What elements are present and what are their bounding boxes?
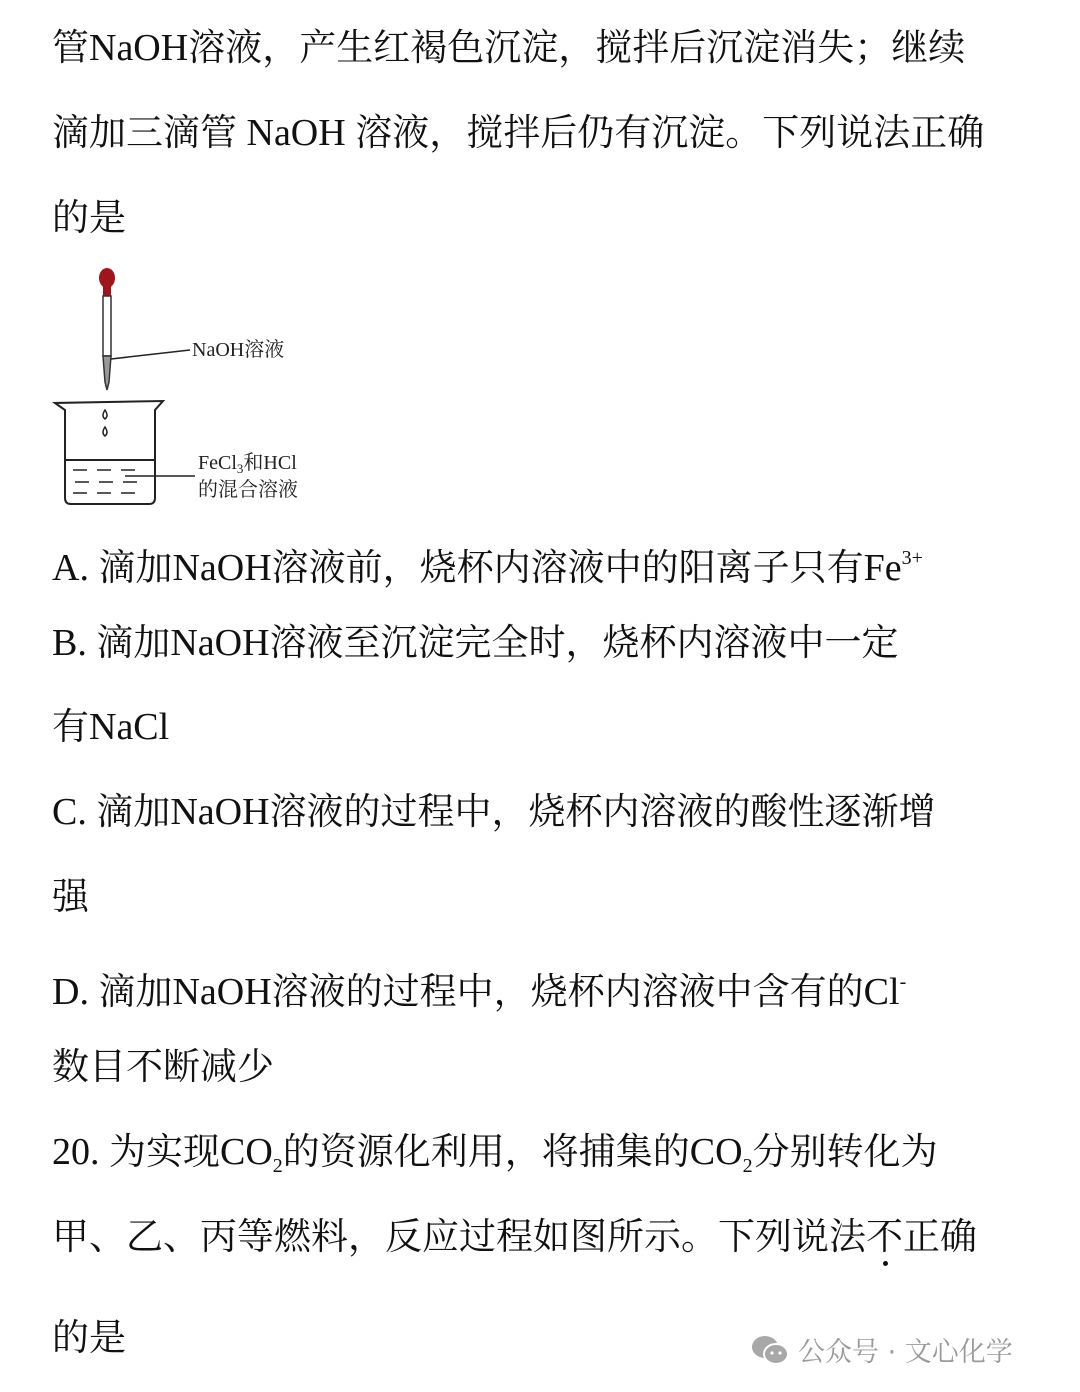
text-segment: NaOH (172, 547, 272, 589)
text-segment: Fe (863, 547, 902, 589)
text-segment: 数目不断减少 (52, 1045, 274, 1088)
text-segment: 2 (272, 1155, 283, 1177)
text-segment: . (77, 622, 97, 664)
text-line (52, 1043, 274, 1091)
text-segment: 分别转化为 (752, 1130, 938, 1173)
beaker-icon (55, 401, 163, 504)
experiment-diagram (45, 262, 335, 512)
text-segment: D (52, 971, 80, 1013)
text-segment: 溶液，产生红褐色沉淀，搅拌后沉淀消失；继续 (188, 26, 966, 69)
text-segment: NaOH (170, 622, 270, 664)
text-line (52, 109, 984, 157)
text-segment: 3+ (901, 547, 923, 569)
text-segment: 滴加 (96, 621, 171, 664)
text-segment: 溶液的过程中，烧杯内溶液中含有的 (271, 970, 864, 1013)
text-line (52, 703, 169, 751)
text-segment: 为实现 (109, 1130, 220, 1173)
text-segment: 正确 (903, 1215, 977, 1258)
text-segment: NaOH (170, 791, 270, 833)
text-segment: 甲、乙、丙等燃料，反应过程如图所示。下列说法 (52, 1215, 866, 1258)
dropper-label: NaOH溶液 (192, 339, 285, 361)
text-line (52, 788, 936, 836)
text-segment: C (52, 791, 78, 833)
text-segment: NaOH (172, 971, 272, 1013)
text-line (52, 534, 923, 592)
text-segment: 溶液的过程中，烧杯内溶液的酸性逐渐增 (269, 790, 936, 833)
text-segment: 溶液，搅拌后仍有沉淀。下列说法正确 (355, 111, 985, 154)
watermark-text: 公众号 · 文心化学 (798, 1337, 1013, 1368)
text-line (52, 194, 126, 242)
text-segment: 强 (52, 875, 89, 918)
text-segment: 滴加三滴管 (52, 111, 237, 154)
text-segment: NaCl (89, 706, 170, 748)
text-segment: . (79, 971, 99, 1013)
text-segment: Cl (863, 971, 900, 1013)
text-segment: CO (689, 1131, 743, 1173)
text-segment: 溶液前，烧杯内溶液中的阳离子只有 (271, 546, 864, 589)
text-line (52, 24, 965, 72)
text-segment: 滴加 (98, 546, 173, 589)
text-segment: - (899, 971, 907, 993)
text-segment: 的资源化利用，将捕集的 (282, 1130, 690, 1173)
text-segment: 不 (866, 1215, 903, 1258)
text-segment: 管 (52, 26, 89, 69)
text-segment: 20. (52, 1131, 109, 1173)
text-line (52, 873, 89, 921)
text-segment: B (52, 622, 78, 664)
text-segment: 的是 (52, 196, 126, 239)
text-segment: 滴加 (96, 790, 171, 833)
text-segment: A (52, 547, 80, 589)
beaker-label-line2: 的混合溶液 (198, 479, 298, 501)
wechat-icon (750, 1334, 790, 1366)
text-segment: 溶液至沉淀完全时，烧杯内溶液中一定 (269, 621, 899, 664)
text-segment: 的是 (52, 1316, 126, 1359)
text-segment: NaOH (237, 112, 356, 154)
text-segment: 有 (52, 705, 89, 748)
text-line (52, 1213, 977, 1261)
text-line (52, 958, 906, 1016)
text-line (52, 1128, 938, 1190)
text-line (52, 1314, 126, 1362)
text-segment: . (77, 791, 97, 833)
text-segment: NaOH (89, 27, 189, 69)
dropper-icon (99, 268, 115, 390)
text-line (52, 619, 899, 667)
text-segment: 滴加 (98, 970, 173, 1013)
text-segment: CO (220, 1131, 273, 1173)
beaker-label: FeCl$_3$和HCl (198, 452, 297, 476)
text-segment: 2 (742, 1155, 753, 1177)
watermark (750, 1330, 1013, 1369)
text-segment: . (79, 547, 99, 589)
